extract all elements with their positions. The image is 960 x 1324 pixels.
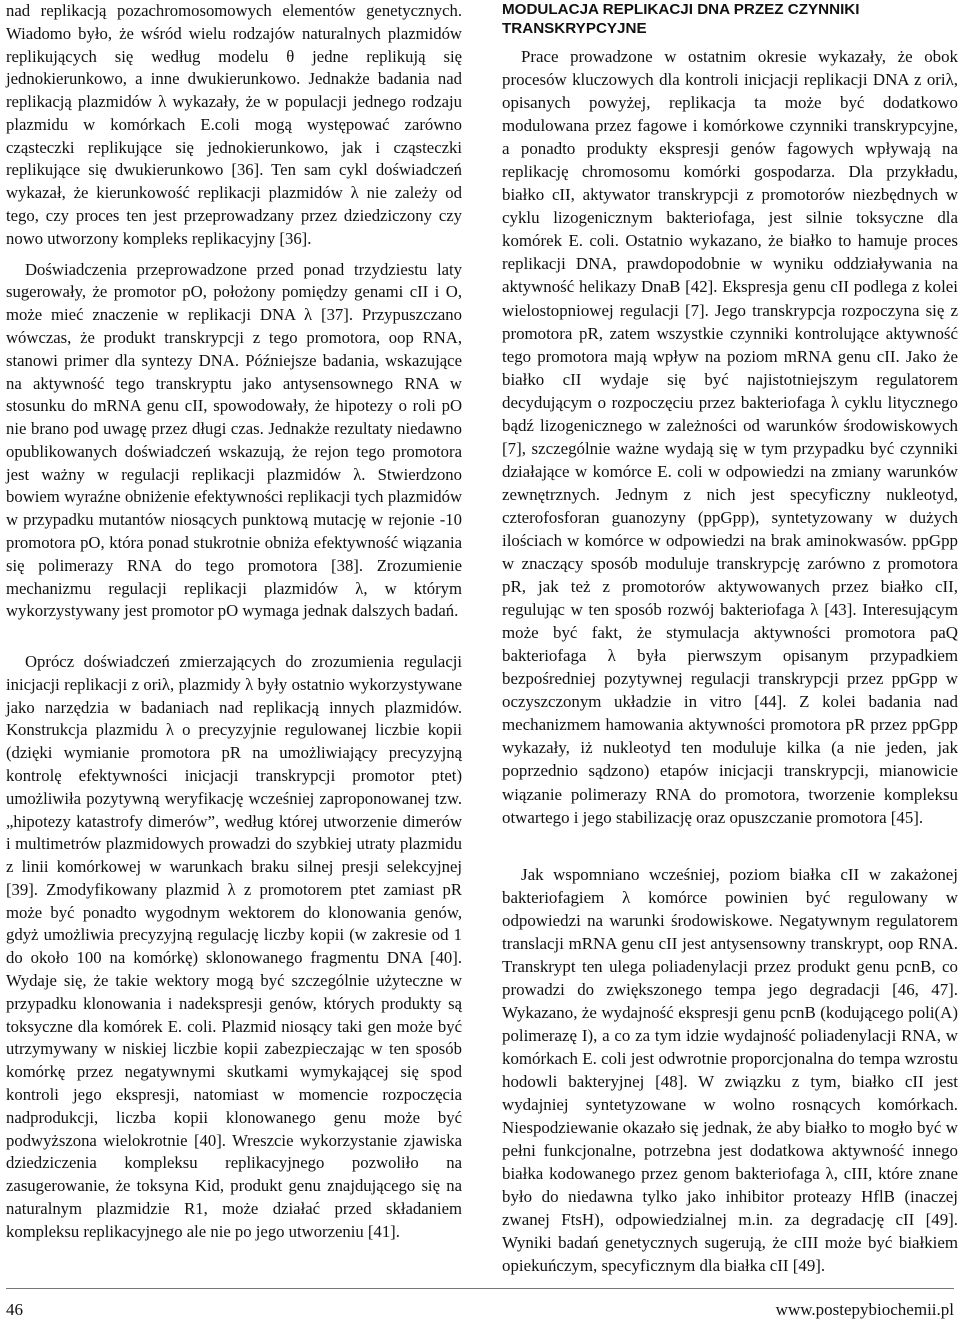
journal-website: www.postepybiochemii.pl bbox=[775, 1300, 954, 1319]
paragraph: nad replikacją pozachromosomowych elementów genetycznych. Wiadomo było, że wśród wielu rodzajów naturalnych plazmidów replikujących się według modelu θ jedne replikują się jednokierunkowo, a inne dwukierunkowo. Jednakże badania nad replikacją plazmidów λ wykazały, że w populacji jednego rodzaju plazmidu w komórkach E.coli mogą występować zarówno cząsteczki replikujące się jednokierunkowo, jak i cząsteczki replikujące się dwukierunkowo [36]. Ten sam cykl doświadczeń wykazał, że kierunkowość replikacji plazmidów λ nie zależy od tego, czy proces ten jest przeprowadzany przez dziedziczony czy nowo utworzony kompleks replikacyjny [36]. bbox=[6, 1, 462, 248]
page-number: 46 bbox=[6, 1300, 23, 1319]
left-column bbox=[6, 0, 462, 1243]
paragraph: Jak wspomniano wcześniej, poziom białka cII w zakażonej bakteriofagiem λ komórce powinien być regulowany w odpowiedzi na warunki środowiskowe. Negatywnym regulatorem translacji mRNA genu cII jest antysensowny transkrypt, oop RNA. Transkrypt ten ulega poliadenylacji przez produkt genu pcnB, co prowadzi do zwiększonego tempa jego degradacji [46, 47]. Wykazano, że wydajność ekspresji genu pcnB (kodującego poli(A) polimerazę I), a co za tym idzie wydajność poliadenylacji RNA, w komórkach E. coli jest odwrotnie proporcjonalna do tempa wzrostu hodowli bakteryjnej [48]. W związku z tym, białko cII jest wydajniej syntetyzowane w wolno rosnących komórkach. Niespodziewanie okazało się jednak, że aby białko to mogło być w pełni funkcjonalne, potrzebna jest dodatkowa aktywność innego białka kodowanego przez genom bakteriofaga λ, cIII, które znane było do niedawna tylko jako inhibitor proteazy HflB (inaczej zwanej FtsH), odpowiedzialnej m.in. za degradację cII [49]. Wyniki badań genetycznych sugerują, że cIII może być białkiem opiekuńczym, specyficznym dla białka cII [49]. bbox=[502, 864, 958, 1276]
section-heading: MODULACJA REPLIKACJI DNA PRZEZ CZYNNIKI TRANSKRYPCYJNE bbox=[502, 1, 860, 37]
footer-divider bbox=[6, 1288, 954, 1289]
paragraph: Oprócz doświadczeń zmierzających do zrozumienia regulacji inicjacji replikacji z oriλ, plazmidy λ były ostatnio wykorzystywane jako narzędzia w badaniach nad replikacją innych plazmidów. Konstrukcja plazmidu λ o precyzyjnie regulowanej liczbie kopii (dzięki wymianie promotora pR na umożliwiający precyzyjną kontrolę efektywności inicjacji transkrypcji promotor ptet) umożliwiła pozytywną weryfikację wcześniej zaproponowanej tzw. „hipotezy katastrofy dimerów”, według której utworzenie dimerów i multimetrów plazmidowych prowadzi do szybkiej utraty plazmidu z linii komórkowej w warunkach braku silnej presji selekcyjnej [39]. Zmodyfikowany plazmid λ z promotorem ptet zamiast pR może być ponadto wygodnym wektorem do klonowania genów, gdyż umożliwia precyzyjną regulację liczby kopii (w zakresie od 1 do około 100 na komórkę) sklonowanego fragmentu DNA [40]. Wydaje się, że takie wektory mogą być szczególnie użyteczne w przypadku klonowania i nadekspresji genów, których produkty są toksyczne dla komórek E. coli. Plazmid niosący taki gen może być utrzymywany w niskiej liczbie kopii zabezpieczając w ten sposób komórkę przez negatywnymi skutkami wymykającej się spod kontroli jego ekspresji, natomiast w momencie rozpoczęcia nadprodukcji, liczba kopii klonowanego genu może być podwyższona wielokrotnie [40]. Wreszcie wykorzystanie zjawiska dziedziczenia kompleksu replikacyjnego pozwoliło na zasugerowanie, że toksyna Kid, produkt genu znajdującego się na naturalnym plazmidzie R1, może działać przed składaniem kompleksu replikacyjnego ale nie po jego utworzeniu [41]. bbox=[6, 652, 462, 1241]
paragraph: Prace prowadzone w ostatnim okresie wykazały, że obok procesów kluczowych dla kontroli inicjacji replikacji DNA z oriλ, opisanych powyżej, replikacja ta może być dodatkowo modulowana przez fagowe i komórkowe czynniki transkrypcyjne, a ponadto produkty ekspresji genów fagowych wpływają na replikację chromosomu komórki gospodarza. Dla przykładu, białko cII, aktywator transkrypcji z promotorów niezbędnych w cyklu lizogenicznym bakteriofaga, jest silnie toksyczne dla komórek E. coli. Ostatnio wykazano, że białko to hamuje proces replikacji DNA, prawdopodobnie w wyniku oddziaływania na aktywność helikazy DnaB [42]. Ekspresja genu cII podlega z kolei wielostopniowej regulacji [7]. Jego transkrypcja rozpoczyna się z promotora pR, zatem wszystkie czynniki kontrolujące aktywność tego promotora mają wpływ na poziom mRNA genu cII. Jako że białko cII wydaje się być najistotniejszym regulatorem decydującym o rozpoczęciu przez bakteriofaga λ cyklu litycznego bądź lizogenicznego w zależności od warunków środowiskowych [7], szczególnie ważne wydają się w tym przypadku być czynniki działające w komórce E. coli w odpowiedzi na zmiany warunków zewnętrznych. Jednym z nich jest specyficzny nukleotyd, czterofosforan guanozyny (ppGpp), syntetyzowany w dużych ilościach w komórce w odpowiedzi na brak aminokwasów. ppGpp w znaczący sposób moduluje transkrypcję zarówno z promotora pR, jak też z promotorów aktywowanych przez białko cII, regulując w ten sposób rozwój bakteriofaga λ [43]. Interesującym może być fakt, że stymulacja aktywności promotora paQ bakteriofaga λ była pierwszym opisanym przypadkiem bezpośredniej pozytywnej regulacji transkrypcji przez ppGpp w oczyszczonym układzie in vitro [44]. Z kolei badania nad mechanizmem hamowania aktywności promotora pR przez ppGpp wykazały, iż nukleotyd ten moduluje kilka (a nie jeden, jak poprzednio sądzono) etapów inicjacji transkrypcji, mianowicie wiązanie polimerazy RNA do promotora, tworzenie kompleksu otwartego i jego stabilizację oraz opuszczanie promotora [45]. bbox=[502, 47, 958, 827]
right-column bbox=[502, 0, 958, 1277]
paragraph: Doświadczenia przeprowadzone przed ponad trzydziestu laty sugerowały, że promotor pO, położony pomiędzy genami cII i O, może mieć znaczenie w replikacji DNA λ [37]. Przypuszczano wówczas, że produkt transkrypcji z tego promotora, oop RNA, stanowi primer dla syntezy DNA. Późniejsze badania, wskazujące na aktywność tego transkryptu jako antysensownego RNA w stosunku do mRNA genu cII, spowodowały, że hipotezy o roli pO nie brano pod uwagę przez długi czas. Jednakże rezultaty niedawno opublikowanych doświadczeń wskazują, że rejon tego promotora jest ważny w regulacji replikacji plazmidów λ. Stwierdzono bowiem wyraźne obniżenie efektywności replikacji tych plazmidów w przypadku mutantów niosących punktową mutację w rejonie -10 promotora pO, która ponad stukrotnie obniża efektywność wiązania się polimerazy RNA do tego promotora [38]. Zrozumienie mechanizmu regulacji replikacji plazmidów λ, w którym wykorzystywany jest promotor pO wymaga jednak dalszych badań. bbox=[6, 259, 462, 621]
